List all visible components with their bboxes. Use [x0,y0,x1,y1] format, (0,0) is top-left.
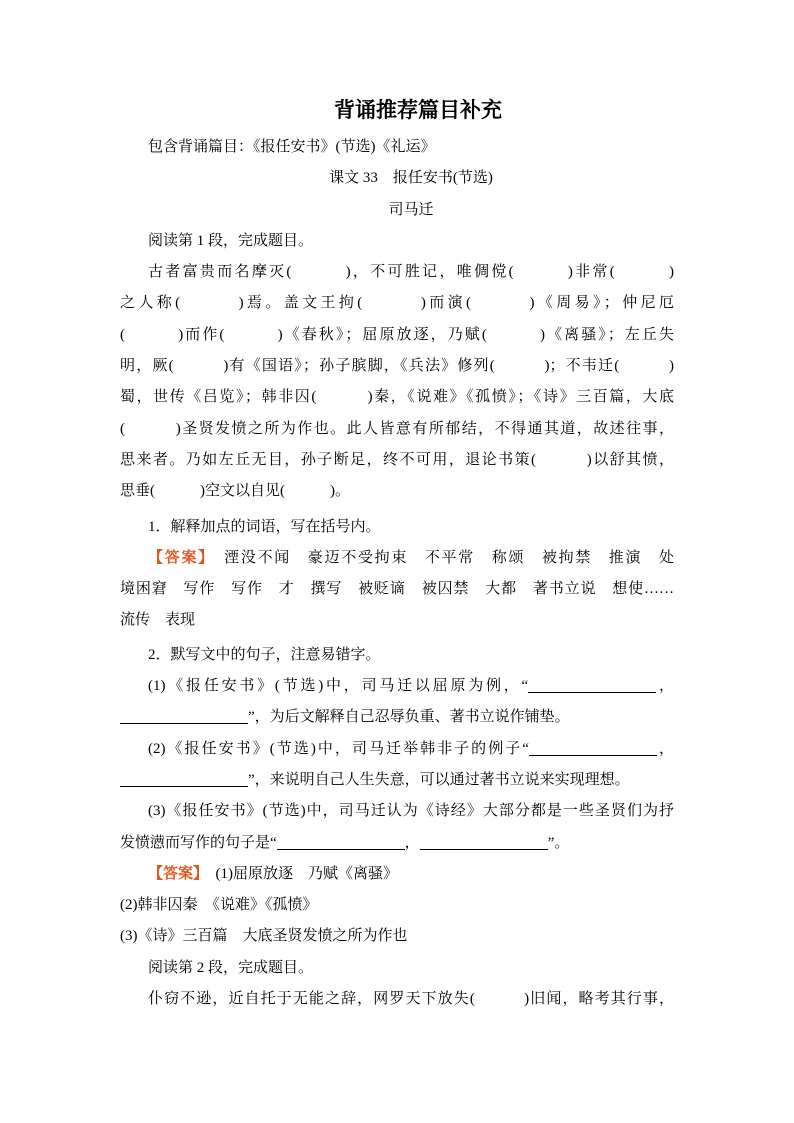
item-text: 发愤懑而写作的句子是“ [120,834,277,851]
page-title: 背诵推荐篇目补充 [334,98,502,122]
answer-label: 【答案】 [148,865,201,882]
question2-item-2-line-2 [120,765,674,796]
question2-item-3-line-1: (3)《报任安书》(节选)中，司马迁认为《诗经》大部分都是一些圣贤们为抒 [148,803,674,820]
lesson-heading: 课文 33 报任安书(节选) [329,170,493,187]
passage-line: 思来者。乃如左丘无目，孙子断足，终不可用，退论书策( )以舒其愤， [120,451,674,468]
fill-in-blank [529,741,657,756]
question2-item-3-line-2 [120,828,674,859]
question1-prompt: 1．解释加点的词语，写在括号内。 [148,518,381,535]
fill-in-blank [120,772,248,787]
item-text: (1)《报任安书》(节选)中，司马迁以屈原为例，“ [148,678,529,695]
question2-answer-line [120,859,674,890]
item-text: ”，为后文解释自己忍辱负重、著书立说作铺垫。 [248,709,570,726]
fill-in-blank [528,678,656,693]
item-text: (2)《报任安书》(节选)中，司马迁举韩非子的例子“ [148,740,529,757]
item-text: ， [656,740,674,757]
question2-prompt: 2．默写文中的句子，注意易错字。 [148,646,381,663]
passage-line: 蜀，世传《吕览》；韩非囚( )秦，《说难》《孤愤》；《诗》三百篇，大底 [120,389,674,406]
fill-in-blank [420,835,548,850]
question2-answer-line: (2)韩非囚秦 《说难》《孤愤》 [120,897,318,914]
section2-instruction: 阅读第 2 段，完成题目。 [148,959,314,976]
item-text: ， [656,678,674,695]
answer-text: (1)屈原放逐 乃赋《离骚》 [200,865,399,882]
item-text: ， [404,834,420,851]
passage-line: 明，厥( )有《国语》；孙子膑脚，《兵法》修列( )；不韦迁( ) [120,358,674,375]
passage-line: ( )而作( )《春秋》；屈原放逐，乃赋( )《离骚》；左丘失 [120,326,674,343]
question1-answer-line: 境困窘 写作 写作 才 撰写 被贬谪 被囚禁 大都 著书立说 想使…… [120,581,674,598]
item-text: ”，来说明自己人生失意，可以通过著书立说来实现理想。 [248,771,630,788]
passage-line: ( )圣贤发愤之所为作也。此人皆意有所郁结，不得通其道，故述往事， [120,420,674,437]
section1-instruction: 阅读第 1 段，完成题目。 [148,232,314,249]
question2-item-1-line-1 [120,671,674,702]
passage-line: 思垂( )空文以自见( )。 [120,483,350,500]
question2-item-2-line-1 [120,734,674,765]
fill-in-blank [277,835,405,850]
passage-line: 仆窃不逊，近自托于无能之辞，网罗天下放失( )旧闻，略考其行事， [148,991,674,1008]
question1-answer-line: 流传 表现 [120,612,196,629]
item-text: ”。 [547,834,570,851]
passage-line: 之人称( )焉。盖文王拘( )而演( )《周易》；仲尼厄 [120,295,674,312]
included-texts-line: 包含背诵篇目：《报任安书》(节选)《礼运》 [148,139,436,155]
fill-in-blank [120,709,248,724]
question2-answer-line: (3)《诗》三百篇 大底圣贤发愤之所为作也 [120,928,408,945]
passage-line: 古者富贵而名摩灭( )，不可胜记，唯倜傥( )非常( ) [148,264,674,281]
question1-answer-line [120,543,674,574]
answer-label: 【答案】 [148,549,208,566]
document-body [120,132,674,1015]
lesson-author: 司马迁 [388,201,434,218]
answer-text: 湮没不闻 豪迈不受拘束 不平常 称颂 被拘禁 推演 处 [207,549,674,566]
question2-item-1-line-2 [120,702,674,733]
